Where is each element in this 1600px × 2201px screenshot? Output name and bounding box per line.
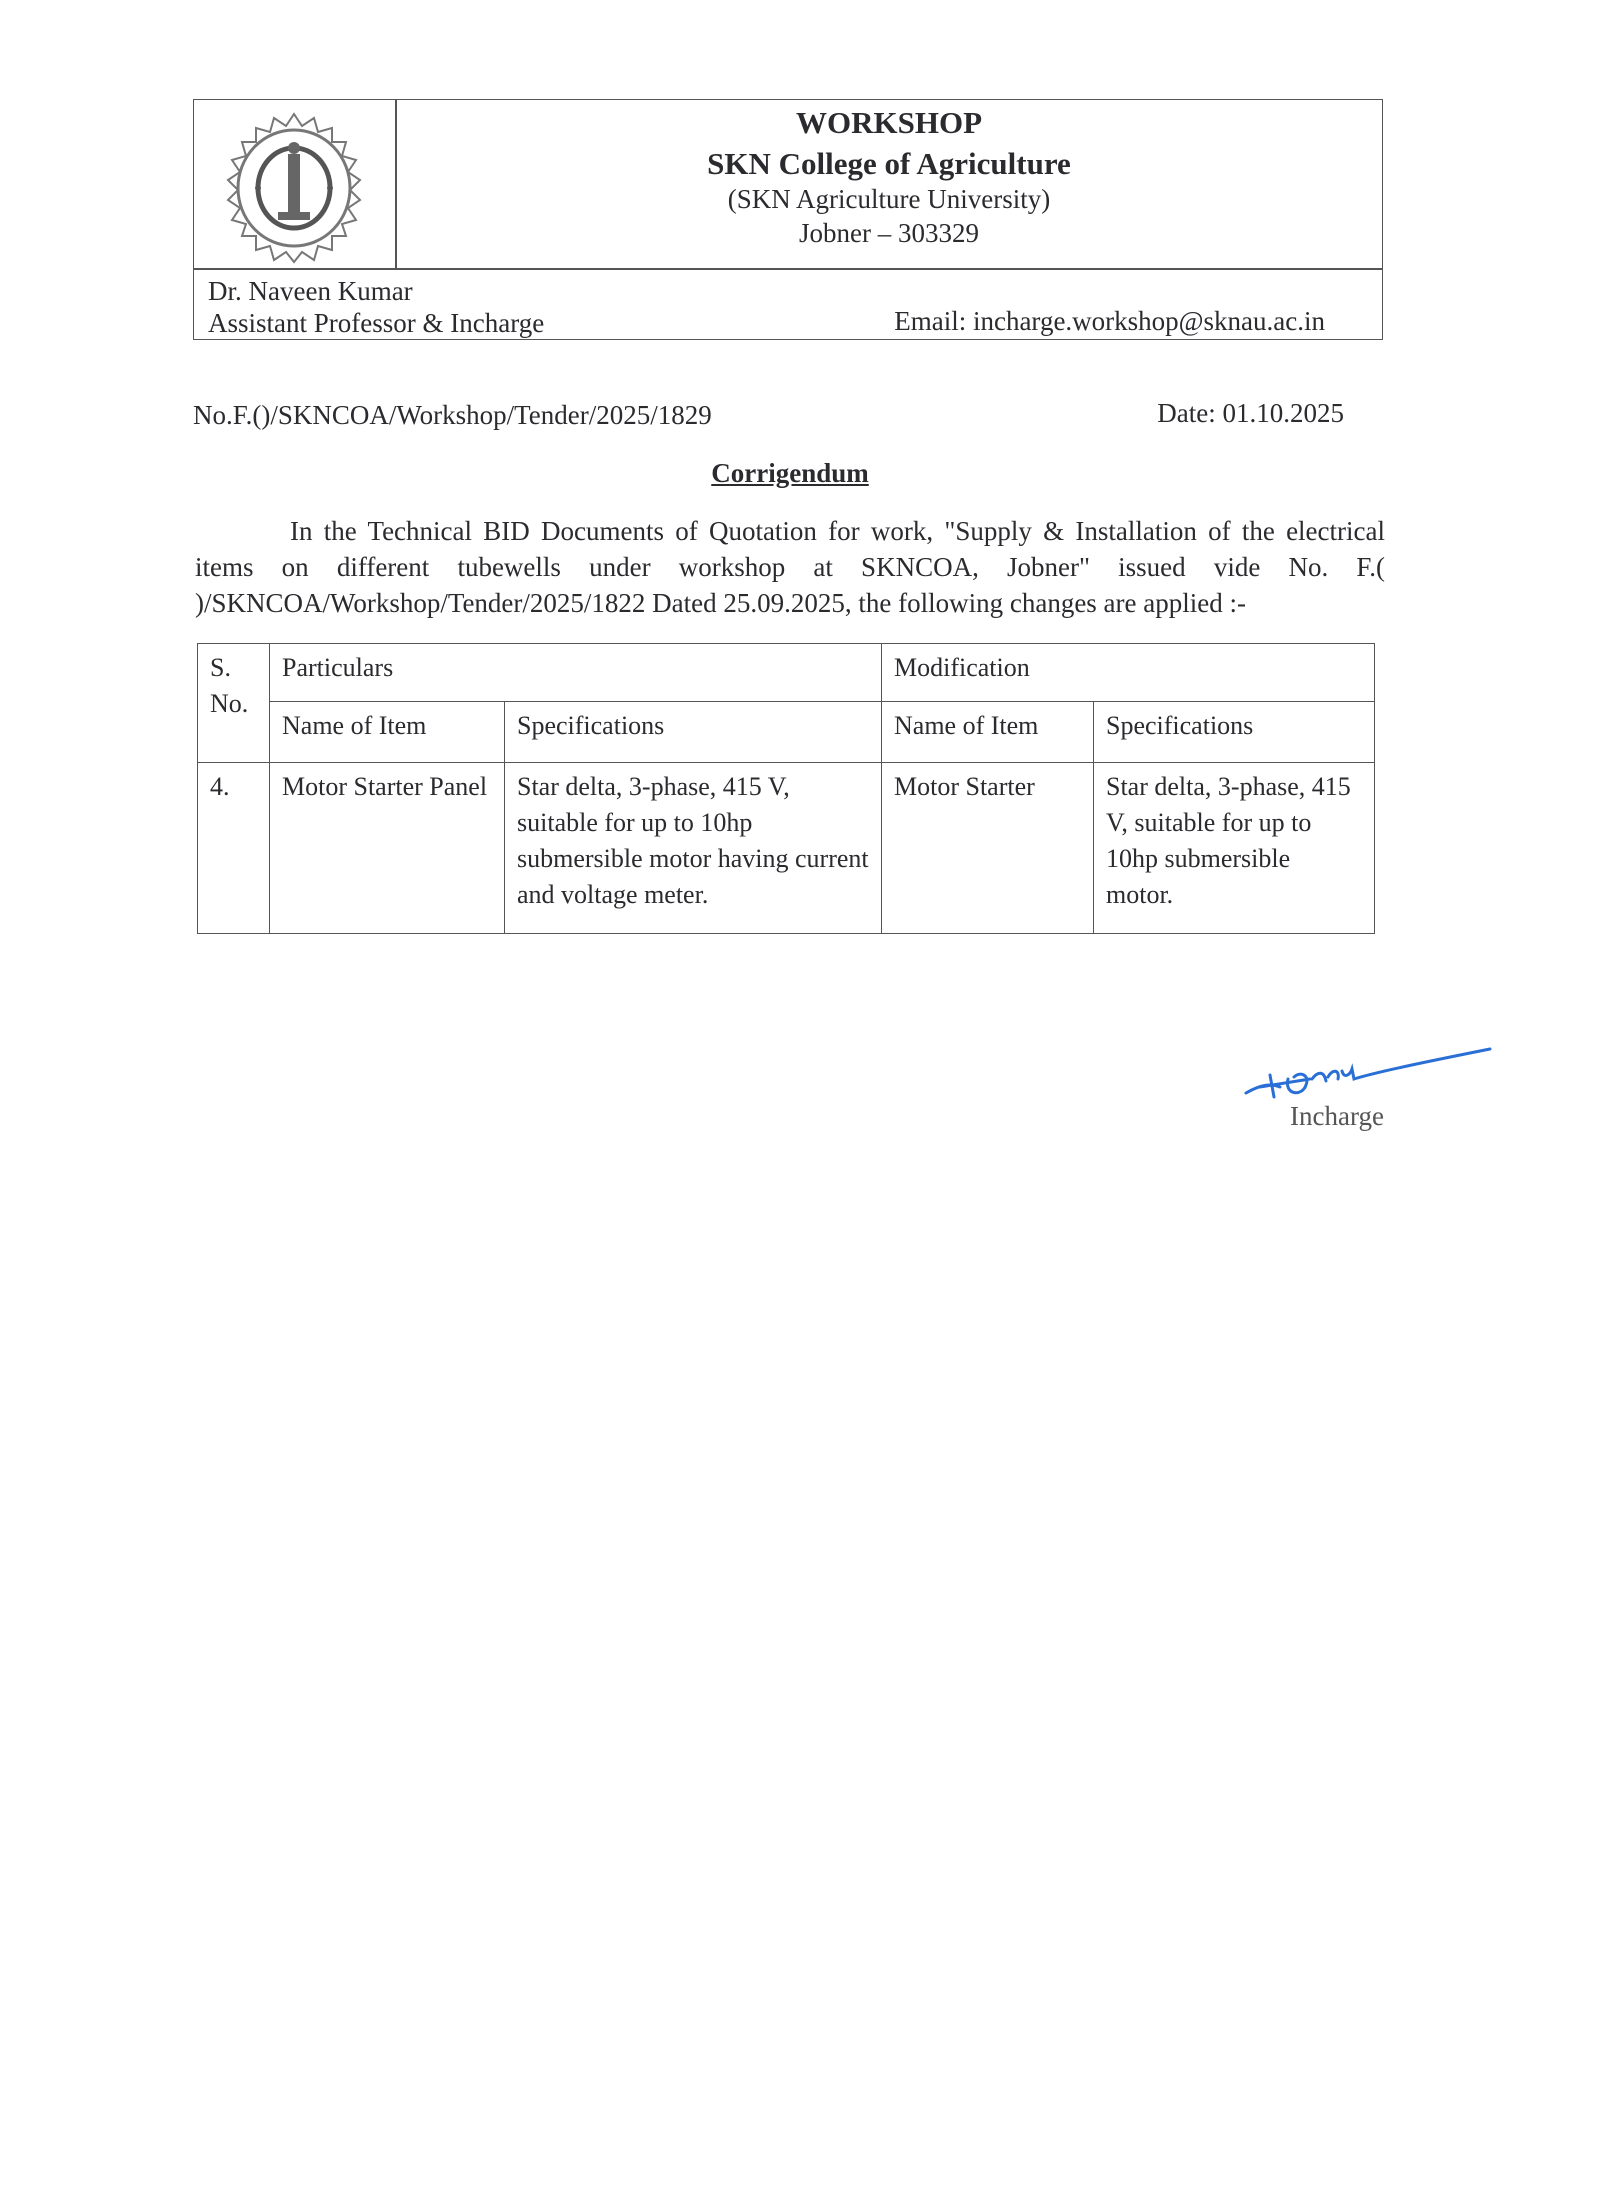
address: Jobner – 303329 — [799, 218, 979, 248]
cell-orig-spec: Star delta, 3-phase, 415 V, suitable for up to 10hp submersible motor having current and voltage meter. — [505, 763, 882, 934]
body-paragraph: In the Technical BID Documents of Quotation for work, "Supply & Installation of the electrical items on different tubewells under workshop at SKNCOA, Jobner" issued vide No. F.( )/SKNCOA/Workshop/Tender/2025/1822 Dated 25.09.2025, the following changes are applied :- — [195, 516, 1385, 618]
header-particulars: Particulars — [270, 644, 882, 702]
corrigendum-table — [197, 643, 1375, 934]
letterhead-title: WORKSHOP — [795, 105, 982, 140]
header-sno: S. No. — [198, 644, 270, 763]
cell-orig-item: Motor Starter Panel — [270, 763, 505, 934]
signature — [1240, 1035, 1500, 1105]
reference-number: No.F.()/SKNCOA/Workshop/Tender/2025/1829 — [193, 400, 712, 430]
university-seal-logo — [208, 112, 380, 264]
email: Email: incharge.workshop@sknau.ac.in — [894, 306, 1325, 336]
header-modification: Modification — [882, 644, 1375, 702]
subheader-mod-item: Name of Item — [882, 702, 1094, 763]
cell-mod-spec: Star delta, 3-phase, 415 V, suitable for up to 10hp submersible motor. — [1094, 763, 1375, 934]
signatory-title: Incharge — [1290, 1101, 1384, 1131]
subheader-orig-item: Name of Item — [270, 702, 505, 763]
subheader-orig-spec: Specifications — [505, 702, 882, 763]
letter-date: Date: 01.10.2025 — [1157, 398, 1344, 428]
subheader-mod-spec: Specifications — [1094, 702, 1375, 763]
officer-name: Dr. Naveen Kumar — [208, 276, 413, 306]
cell-sno: 4. — [198, 763, 270, 934]
letterhead-divider — [193, 268, 1383, 270]
cell-mod-item: Motor Starter — [882, 763, 1094, 934]
college-name: SKN College of Agriculture — [707, 146, 1071, 181]
table-row — [198, 763, 1375, 934]
subject-heading: Corrigendum — [711, 458, 869, 488]
university-name: (SKN Agriculture University) — [727, 184, 1051, 214]
officer-designation: Assistant Professor & Incharge — [208, 308, 545, 338]
